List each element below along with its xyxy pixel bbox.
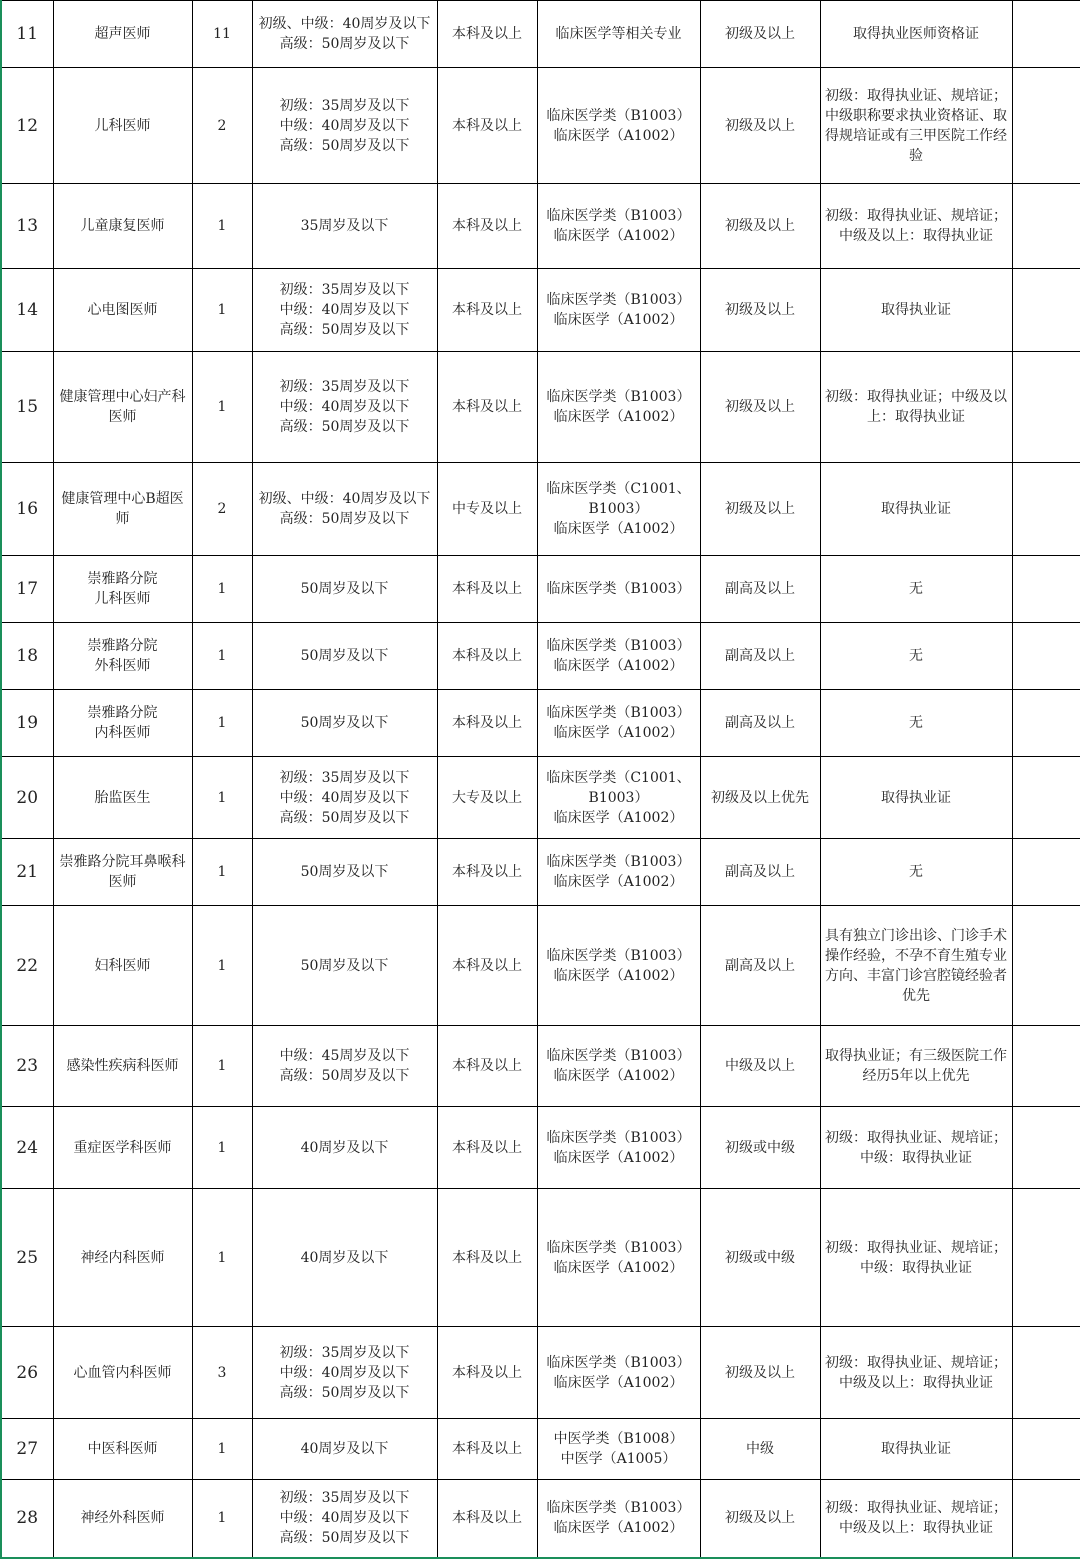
professional-title-cell: 初级及以上: [700, 184, 820, 269]
post-name-cell: [53, 556, 192, 623]
age-requirement-line: 中级：40周岁及以下: [279, 117, 410, 134]
major-line: 中医学（A1005）: [560, 1451, 677, 1467]
table-row: [1, 1480, 1080, 1558]
row-number-cell: 18: [1, 623, 53, 690]
post-name-line: 健康管理中心B超医师: [61, 491, 184, 527]
age-requirement-cell: [252, 68, 437, 184]
major-line: 临床医学（A1002）: [553, 312, 684, 328]
age-requirement-line: 初级、中级：40周岁及以下: [258, 16, 431, 32]
headcount-cell: 1: [192, 906, 252, 1026]
age-requirement-line: 50周岁及以下: [300, 581, 389, 597]
other-requirements-line: 取得执业证: [881, 302, 951, 318]
age-requirement-line: 初级：35周岁及以下: [279, 1490, 410, 1507]
other-requirements-cell: [820, 623, 1012, 690]
professional-title-cell: 初级及以上: [700, 463, 820, 556]
headcount-cell: 1: [192, 1026, 252, 1107]
education-cell: 本科及以上: [437, 184, 537, 269]
major-cell: [537, 269, 700, 352]
remarks-cell: [1012, 352, 1080, 463]
headcount-cell: 1: [192, 757, 252, 839]
professional-title-cell: 副高及以上: [700, 556, 820, 623]
major-cell: [537, 1, 700, 68]
other-requirements-cell: [820, 68, 1012, 184]
age-requirement-cell: [252, 1189, 437, 1327]
table-row: [1, 1189, 1080, 1327]
education-cell: 本科及以上: [437, 623, 537, 690]
other-requirements-cell: [820, 1, 1012, 68]
post-name-line: 胎监医生: [94, 789, 151, 806]
row-number-cell: 21: [1, 839, 53, 906]
post-name-cell: [53, 1026, 192, 1107]
headcount-cell: 1: [192, 690, 252, 757]
other-requirements-line: 初级：取得执业证、规培证；中级及以上：取得执业证: [825, 208, 1007, 244]
age-requirement-cell: [252, 1327, 437, 1419]
table-row: [1, 463, 1080, 556]
age-requirement-line: 高级：50周岁及以下: [279, 1530, 410, 1547]
age-requirement-line: 高级：50周岁及以下: [279, 1068, 410, 1084]
post-name-cell: [53, 757, 192, 839]
age-requirement-line: 50周岁及以下: [300, 715, 389, 731]
remarks-cell: [1012, 1, 1080, 68]
age-requirement-line: 中级：40周岁及以下: [279, 789, 410, 806]
row-number-cell: 11: [1, 1, 53, 68]
professional-title-cell: 副高及以上: [700, 623, 820, 690]
table-row: [1, 1419, 1080, 1480]
other-requirements-line: 取得执业证: [881, 1441, 951, 1457]
professional-title-cell: 初级及以上优先: [700, 757, 820, 839]
professional-title-cell: 中级: [700, 1419, 820, 1480]
education-cell: 本科及以上: [437, 1, 537, 68]
headcount-cell: 1: [192, 269, 252, 352]
major-line: 临床医学（A1002）: [553, 1374, 684, 1391]
remarks-cell: [1012, 1327, 1080, 1419]
table-row: [1, 690, 1080, 757]
other-requirements-line: 具有独立门诊出诊、门诊手术操作经验，不孕不育生殖专业方向、丰富门诊宫腔镜经验者优先: [825, 927, 1007, 1004]
headcount-cell: 1: [192, 839, 252, 906]
age-requirement-cell: [252, 184, 437, 269]
row-number-cell: 27: [1, 1419, 53, 1480]
other-requirements-line: 无: [909, 648, 923, 664]
major-cell: [537, 463, 700, 556]
headcount-cell: 2: [192, 68, 252, 184]
education-cell: 本科及以上: [437, 1327, 537, 1419]
row-number-cell: 23: [1, 1026, 53, 1107]
headcount-cell: 3: [192, 1327, 252, 1419]
remarks-cell: [1012, 906, 1080, 1026]
major-line: 临床医学（A1002）: [553, 809, 684, 826]
other-requirements-line: 无: [909, 581, 923, 597]
age-requirement-line: 高级：50周岁及以下: [279, 137, 410, 154]
table-row: [1, 1107, 1080, 1189]
remarks-cell: [1012, 1480, 1080, 1558]
age-requirement-cell: [252, 757, 437, 839]
headcount-cell: 1: [192, 1107, 252, 1189]
professional-title-cell: 副高及以上: [700, 906, 820, 1026]
professional-title-cell: 初级及以上: [700, 1327, 820, 1419]
remarks-cell: [1012, 623, 1080, 690]
age-requirement-cell: [252, 1480, 437, 1558]
major-line: 临床医学类（B1003）: [546, 1500, 691, 1517]
other-requirements-cell: [820, 1419, 1012, 1480]
other-requirements-line: 初级：取得执业证、规培证；中级及以上：取得执业证: [825, 1500, 1007, 1537]
headcount-cell: 2: [192, 463, 252, 556]
major-line: 临床医学类（B1003）: [546, 581, 691, 597]
professional-title-cell: 初级或中级: [700, 1107, 820, 1189]
remarks-cell: [1012, 839, 1080, 906]
remarks-cell: [1012, 757, 1080, 839]
education-cell: 本科及以上: [437, 1026, 537, 1107]
age-requirement-line: 高级：50周岁及以下: [279, 511, 410, 527]
post-name-cell: [53, 1189, 192, 1327]
post-name-cell: [53, 623, 192, 690]
major-line: 临床医学类（B1003）: [546, 705, 691, 721]
age-requirement-line: 初级：35周岁及以下: [279, 379, 410, 395]
row-number-cell: 19: [1, 690, 53, 757]
post-name-cell: [53, 184, 192, 269]
post-name-cell: [53, 906, 192, 1026]
major-cell: [537, 690, 700, 757]
post-name-cell: [53, 1480, 192, 1558]
major-cell: [537, 1107, 700, 1189]
row-number-cell: 14: [1, 269, 53, 352]
major-line: 临床医学（A1002）: [553, 658, 684, 674]
table-row: [1, 1327, 1080, 1419]
education-cell: 本科及以上: [437, 1419, 537, 1480]
other-requirements-cell: [820, 1327, 1012, 1419]
major-line: 临床医学类（B1003）: [546, 389, 691, 405]
major-line: 临床医学（A1002）: [553, 521, 684, 537]
row-number-cell: 16: [1, 463, 53, 556]
major-line: 临床医学（A1002）: [553, 1068, 684, 1084]
professional-title-cell: 中级及以上: [700, 1026, 820, 1107]
education-cell: 本科及以上: [437, 690, 537, 757]
age-requirement-cell: [252, 1026, 437, 1107]
headcount-cell: 1: [192, 1419, 252, 1480]
major-line: 临床医学（A1002）: [553, 1259, 684, 1276]
major-cell: [537, 839, 700, 906]
headcount-cell: 1: [192, 623, 252, 690]
professional-title-cell: 初级或中级: [700, 1189, 820, 1327]
other-requirements-line: 初级：取得执业证；中级及以上：取得执业证: [825, 389, 1007, 425]
remarks-cell: [1012, 68, 1080, 184]
row-number-cell: 28: [1, 1480, 53, 1558]
major-cell: [537, 1480, 700, 1558]
headcount-cell: 1: [192, 352, 252, 463]
major-line: 临床医学类（C1001、B1003）: [546, 481, 691, 517]
post-name-line: 健康管理中心妇产科医师: [59, 389, 186, 425]
remarks-cell: [1012, 1026, 1080, 1107]
major-cell: [537, 184, 700, 269]
post-name-cell: [53, 1419, 192, 1480]
post-name-line: 神经内科医师: [80, 1249, 165, 1266]
post-name-line: 崇雅路分院: [87, 638, 158, 654]
headcount-cell: 1: [192, 184, 252, 269]
row-number-cell: 17: [1, 556, 53, 623]
other-requirements-cell: [820, 1107, 1012, 1189]
age-requirement-line: 50周岁及以下: [300, 864, 389, 880]
post-name-line: 崇雅路分院耳鼻喉科医师: [59, 854, 186, 890]
post-name-cell: [53, 463, 192, 556]
table-row: [1, 269, 1080, 352]
major-line: 临床医学类（B1003）: [546, 292, 691, 308]
age-requirement-line: 高级：50周岁及以下: [279, 322, 410, 338]
education-cell: 本科及以上: [437, 1107, 537, 1189]
major-line: 临床医学（A1002）: [553, 874, 684, 890]
post-name-line: 神经外科医师: [80, 1510, 165, 1527]
row-number-cell: 26: [1, 1327, 53, 1419]
age-requirement-line: 40周岁及以下: [300, 1441, 389, 1457]
post-name-line: 儿科医师: [94, 591, 151, 607]
table-row: [1, 1, 1080, 68]
other-requirements-cell: [820, 352, 1012, 463]
other-requirements-line: 初级：取得执业证、规培证；中级职称要求执业资格证、取得规培证或有三甲医院工作经验: [825, 87, 1007, 164]
remarks-cell: [1012, 556, 1080, 623]
professional-title-cell: 副高及以上: [700, 839, 820, 906]
education-cell: 中专及以上: [437, 463, 537, 556]
row-number-cell: 20: [1, 757, 53, 839]
table-body: [1, 1, 1080, 1558]
age-requirement-line: 中级：40周岁及以下: [279, 1510, 410, 1527]
major-line: 临床医学类（B1003）: [546, 1239, 691, 1256]
other-requirements-line: 取得执业证: [881, 789, 951, 806]
age-requirement-line: 中级：40周岁及以下: [279, 302, 410, 318]
row-number-cell: 15: [1, 352, 53, 463]
age-requirement-cell: [252, 623, 437, 690]
age-requirement-cell: [252, 839, 437, 906]
row-number-cell: 22: [1, 906, 53, 1026]
age-requirement-line: 50周岁及以下: [300, 957, 389, 974]
table-row: [1, 1026, 1080, 1107]
major-line: 临床医学（A1002）: [553, 1520, 684, 1537]
post-name-line: 中医科医师: [87, 1441, 158, 1457]
other-requirements-line: 初级：取得执业证、规培证；中级及以上：取得执业证: [825, 1354, 1007, 1391]
education-cell: 本科及以上: [437, 1189, 537, 1327]
age-requirement-cell: [252, 690, 437, 757]
age-requirement-cell: [252, 556, 437, 623]
other-requirements-cell: [820, 757, 1012, 839]
major-line: 临床医学（A1002）: [553, 725, 684, 741]
major-line: 临床医学类（B1003）: [546, 1354, 691, 1371]
remarks-cell: [1012, 184, 1080, 269]
education-cell: 本科及以上: [437, 556, 537, 623]
major-line: 临床医学（A1002）: [553, 1149, 684, 1166]
age-requirement-line: 50周岁及以下: [300, 648, 389, 664]
other-requirements-cell: [820, 906, 1012, 1026]
age-requirement-line: 初级、中级：40周岁及以下: [258, 491, 431, 507]
post-name-line: 外科医师: [94, 658, 151, 674]
education-cell: 本科及以上: [437, 352, 537, 463]
major-line: 临床医学（A1002）: [553, 967, 684, 984]
major-cell: [537, 757, 700, 839]
age-requirement-line: 高级：50周岁及以下: [279, 36, 410, 52]
professional-title-cell: 初级及以上: [700, 269, 820, 352]
professional-title-cell: 副高及以上: [700, 690, 820, 757]
table-row: [1, 556, 1080, 623]
education-cell: 本科及以上: [437, 1480, 537, 1558]
education-cell: 本科及以上: [437, 839, 537, 906]
age-requirement-line: 初级：35周岁及以下: [279, 1344, 410, 1361]
other-requirements-line: 无: [909, 864, 923, 880]
major-cell: [537, 1419, 700, 1480]
remarks-cell: [1012, 690, 1080, 757]
post-name-line: 儿童康复医师: [80, 218, 165, 234]
major-line: 临床医学（A1002）: [553, 409, 684, 425]
post-name-line: 超声医师: [94, 26, 151, 42]
table-row: [1, 623, 1080, 690]
age-requirement-line: 初级：35周岁及以下: [279, 769, 410, 786]
major-cell: [537, 623, 700, 690]
major-line: 临床医学类（C1001、B1003）: [546, 769, 691, 806]
table-row: [1, 906, 1080, 1026]
remarks-cell: [1012, 1107, 1080, 1189]
post-name-cell: [53, 269, 192, 352]
age-requirement-line: 初级：35周岁及以下: [279, 282, 410, 298]
post-name-line: 崇雅路分院: [87, 705, 158, 721]
major-cell: [537, 906, 700, 1026]
other-requirements-line: 取得执业证: [881, 501, 951, 517]
education-cell: 本科及以上: [437, 906, 537, 1026]
table-row: [1, 757, 1080, 839]
row-number-cell: 12: [1, 68, 53, 184]
major-line: 临床医学类（B1003）: [546, 208, 691, 224]
age-requirement-line: 初级：35周岁及以下: [279, 97, 410, 114]
professional-title-cell: 初级及以上: [700, 1480, 820, 1558]
age-requirement-line: 中级：40周岁及以下: [279, 1364, 410, 1381]
major-line: 临床医学类（B1003）: [546, 1048, 691, 1064]
major-cell: [537, 352, 700, 463]
post-name-line: 重症医学科医师: [73, 1139, 172, 1156]
age-requirement-line: 中级：45周岁及以下: [279, 1048, 410, 1064]
education-cell: 本科及以上: [437, 68, 537, 184]
major-cell: [537, 1189, 700, 1327]
major-cell: [537, 1026, 700, 1107]
major-line: 临床医学类（B1003）: [546, 1129, 691, 1146]
headcount-cell: 1: [192, 1480, 252, 1558]
row-number-cell: 13: [1, 184, 53, 269]
other-requirements-cell: [820, 1189, 1012, 1327]
headcount-cell: 11: [192, 1, 252, 68]
age-requirement-cell: [252, 906, 437, 1026]
other-requirements-cell: [820, 463, 1012, 556]
age-requirement-line: 40周岁及以下: [300, 1139, 389, 1156]
major-line: 临床医学（A1002）: [553, 228, 684, 244]
age-requirement-cell: [252, 1, 437, 68]
age-requirement-line: 中级：40周岁及以下: [279, 399, 410, 415]
age-requirement-cell: [252, 269, 437, 352]
remarks-cell: [1012, 1189, 1080, 1327]
table-row: [1, 68, 1080, 184]
age-requirement-cell: [252, 1419, 437, 1480]
table-row: [1, 184, 1080, 269]
other-requirements-line: 初级：取得执业证、规培证；中级：取得执业证: [825, 1239, 1007, 1276]
professional-title-cell: 初级及以上: [700, 352, 820, 463]
headcount-cell: 1: [192, 1189, 252, 1327]
post-name-line: 心电图医师: [87, 302, 158, 318]
age-requirement-line: 高级：50周岁及以下: [279, 809, 410, 826]
row-number-cell: 25: [1, 1189, 53, 1327]
post-name-cell: [53, 352, 192, 463]
major-line: 临床医学类（B1003）: [546, 107, 691, 124]
age-requirement-line: 高级：50周岁及以下: [279, 419, 410, 435]
post-name-cell: [53, 1107, 192, 1189]
other-requirements-cell: [820, 1026, 1012, 1107]
remarks-cell: [1012, 1419, 1080, 1480]
post-name-cell: [53, 839, 192, 906]
professional-title-cell: 初级及以上: [700, 68, 820, 184]
age-requirement-cell: [252, 352, 437, 463]
age-requirement-cell: [252, 463, 437, 556]
age-requirement-line: 40周岁及以下: [300, 1249, 389, 1266]
post-name-line: 妇科医师: [94, 957, 151, 974]
other-requirements-cell: [820, 269, 1012, 352]
education-cell: 本科及以上: [437, 269, 537, 352]
post-name-cell: [53, 690, 192, 757]
post-name-line: 心血管内科医师: [73, 1364, 172, 1381]
professional-title-cell: 初级及以上: [700, 1, 820, 68]
major-line: 临床医学等相关专业: [555, 26, 682, 42]
headcount-cell: 1: [192, 556, 252, 623]
major-line: 临床医学类（B1003）: [546, 854, 691, 870]
other-requirements-line: 取得执业医师资格证: [853, 26, 979, 42]
major-cell: [537, 556, 700, 623]
other-requirements-line: 初级：取得执业证、规培证；中级：取得执业证: [825, 1129, 1007, 1166]
post-name-line: 崇雅路分院: [87, 571, 158, 587]
major-line: 临床医学类（B1003）: [546, 947, 691, 964]
age-requirement-line: 高级：50周岁及以下: [279, 1384, 410, 1401]
other-requirements-cell: [820, 184, 1012, 269]
education-cell: 大专及以上: [437, 757, 537, 839]
major-cell: [537, 1327, 700, 1419]
post-name-line: 感染性疾病科医师: [66, 1058, 179, 1074]
major-line: 临床医学类（B1003）: [546, 638, 691, 654]
other-requirements-cell: [820, 690, 1012, 757]
remarks-cell: [1012, 269, 1080, 352]
remarks-cell: [1012, 463, 1080, 556]
age-requirement-line: 35周岁及以下: [300, 218, 389, 234]
post-name-cell: [53, 68, 192, 184]
other-requirements-cell: [820, 1480, 1012, 1558]
major-cell: [537, 68, 700, 184]
post-name-cell: [53, 1327, 192, 1419]
major-line: 临床医学（A1002）: [553, 127, 684, 144]
post-name-cell: [53, 1, 192, 68]
post-name-line: 内科医师: [94, 725, 151, 741]
table-row: [1, 352, 1080, 463]
major-line: 中医学类（B1008）: [553, 1431, 684, 1447]
table-row: [1, 839, 1080, 906]
age-requirement-cell: [252, 1107, 437, 1189]
other-requirements-line: 取得执业证；有三级医院工作经历5年以上优先: [825, 1048, 1007, 1084]
post-name-line: 儿科医师: [94, 117, 151, 134]
other-requirements-cell: [820, 556, 1012, 623]
row-number-cell: 24: [1, 1107, 53, 1189]
other-requirements-cell: [820, 839, 1012, 906]
other-requirements-line: 无: [909, 715, 923, 731]
